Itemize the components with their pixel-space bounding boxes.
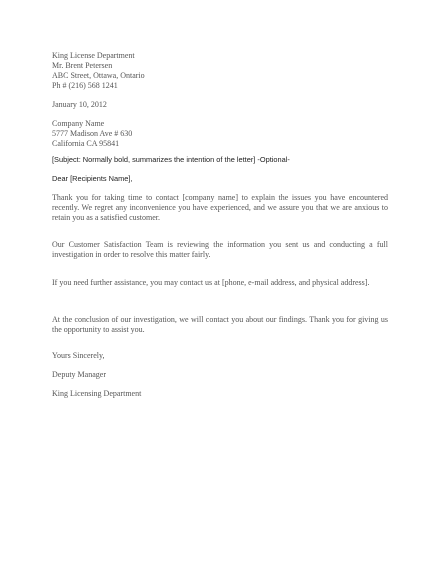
subject-line: [Subject: Normally bold, summarizes the intention of the letter] -Optional-	[52, 155, 290, 164]
sender-address	[52, 51, 145, 91]
sender-line: King License Department	[52, 51, 135, 60]
recipient-line: Company Name	[52, 119, 105, 128]
sender-line: ABC Street, Ottawa, Ontario	[52, 71, 145, 80]
signature-organization: King Licensing Department	[52, 389, 142, 398]
body-paragraph-3: If you need further assistance, you may contact us at [phone, e-mail address, and physical address].	[52, 278, 370, 287]
body-paragraph-2: Our Customer Satisfaction Team is reviewing the information you sent us and conducting a full investigation in order to resolve this matter fairly.	[52, 240, 388, 259]
body-paragraph-1: Thank you for taking time to contact [company name] to explain the issues you have encountered recently. We regret any inconvenience you have experienced, and we assure you that we are anxious to retain you as a satisfied customer.	[52, 193, 388, 222]
salutation: Dear [Recipients Name],	[52, 174, 133, 183]
recipient-line: California CA 95841	[52, 139, 120, 148]
signature-title: Deputy Manager	[52, 370, 106, 379]
body-paragraph-4: At the conclusion of our investigation, we will contact you about our findings. Thank you for giving us the opportunity to assist you.	[52, 315, 388, 334]
recipient-line: 5777 Madison Ave # 630	[52, 129, 133, 138]
sender-line: Mr. Brent Petersen	[52, 61, 113, 70]
closing: Yours Sincerely,	[52, 351, 105, 360]
sender-line: Ph # (216) 568 1241	[52, 81, 118, 90]
letter-date: January 10, 2012	[52, 100, 107, 109]
recipient-address	[52, 119, 132, 149]
